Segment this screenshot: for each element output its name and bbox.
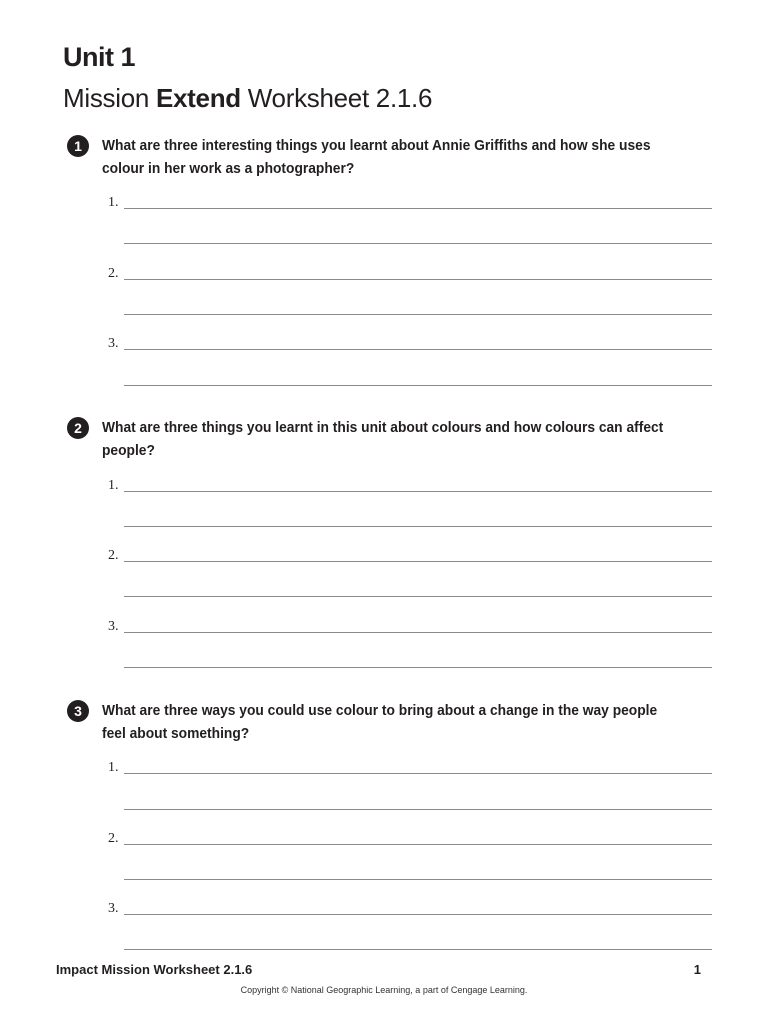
answer-line[interactable] [124, 314, 712, 315]
answer-line[interactable] [124, 809, 712, 810]
answer-label: 2. [108, 266, 119, 281]
question-text: What are three interesting things you learnt about Annie Griffiths and how she uses colour in her work as a photographer? [102, 137, 651, 177]
answer-line[interactable] [124, 561, 712, 562]
answer-line[interactable] [124, 526, 712, 527]
answer-line[interactable] [124, 844, 712, 845]
answer-label: 2. [108, 548, 119, 563]
answer-line[interactable] [124, 349, 712, 350]
answer-line[interactable] [124, 491, 712, 492]
answer-label: 2. [108, 831, 119, 846]
answer-line[interactable] [124, 596, 712, 597]
question-text: What are three ways you could use colour to bring about a change in the way people feel about something? [102, 702, 658, 742]
answer-line[interactable] [124, 773, 712, 774]
answer-label: 1. [108, 195, 119, 210]
answer-line[interactable] [124, 243, 712, 244]
answer-line[interactable] [124, 667, 712, 668]
answer-label: 3. [108, 901, 119, 916]
answer-label: 1. [108, 760, 119, 775]
copyright-notice: Copyright © National Geographic Learning, a part of Cengage Learning. [240, 985, 528, 995]
title-bold: Extend [155, 83, 241, 113]
question-number-badge: 3 [67, 700, 89, 722]
worksheet-title [63, 83, 432, 114]
question-number-badge: 1 [67, 135, 89, 157]
title-prefix: Mission [63, 83, 156, 113]
answer-line[interactable] [124, 208, 712, 209]
answer-line[interactable] [124, 632, 712, 633]
answer-label: 3. [108, 619, 119, 634]
title-suffix: Worksheet 2.1.6 [240, 83, 433, 113]
answer-line[interactable] [124, 385, 712, 386]
answer-line[interactable] [124, 879, 712, 880]
page-number: 1 [693, 962, 701, 977]
answer-line[interactable] [124, 279, 712, 280]
question-text: What are three things you learnt in this unit about colours and how colours can affect people? [102, 419, 664, 459]
answer-label: 1. [108, 478, 119, 493]
footer-title: Impact Mission Worksheet 2.1.6 [56, 962, 253, 977]
answer-line[interactable] [124, 949, 712, 950]
question-number-badge: 2 [67, 417, 89, 439]
answer-line[interactable] [124, 914, 712, 915]
unit-heading: Unit 1 [63, 42, 136, 72]
answer-label: 3. [108, 336, 119, 351]
